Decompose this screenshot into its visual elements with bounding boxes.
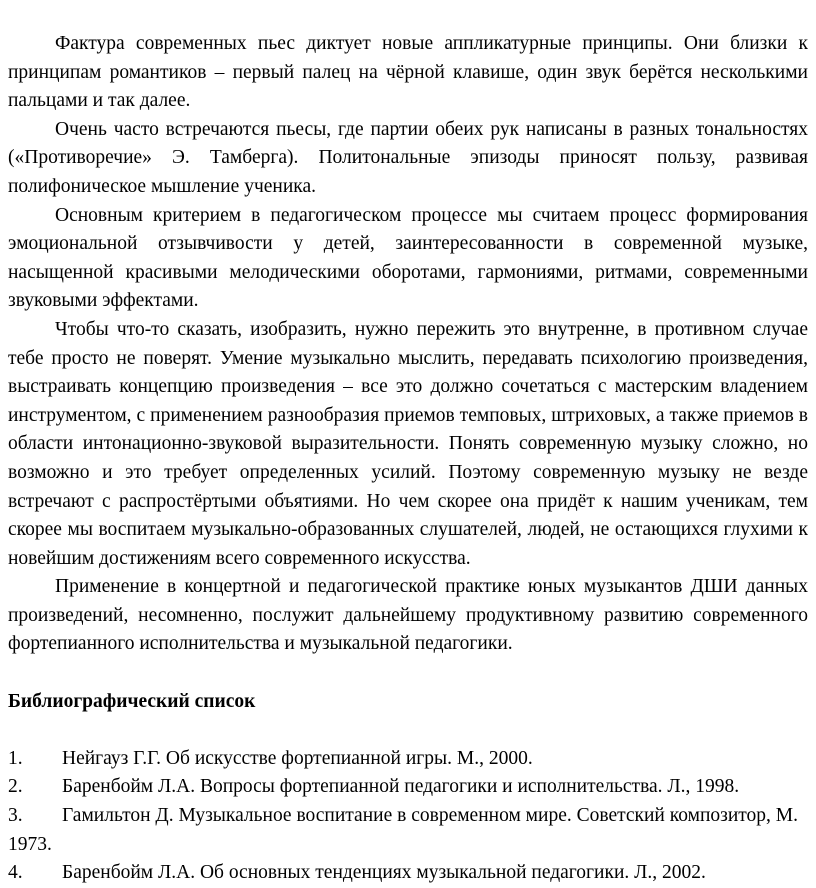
bibliography-entry-number: 4. [8,862,23,884]
section-spacer [8,659,808,688]
paragraph-2: Очень часто встречаются пьесы, где партии обеих рук написаны в разных тональностях («Противоречие» Э. Тамберга). Политональные эпизоды приносят пользу, развивая полифоническое мышление ученика. [8,118,808,197]
paragraph-5: Применение в концертной и педагогической практике юных музыкантов ДШИ данных произведений, несомненно, послужит дальнейшему продуктивному развитию современного фортепианного исполнительства и музыкальной педагогики. [8,576,808,655]
bibliography-entry-number: 1. [8,747,23,769]
bibliography-entry-text: Нейгауз Г.Г. Об искусстве фортепианной игры. М., 2000. [62,747,533,769]
bibliography-entry-text: Баренбойм Л.А. Вопросы фортепианной педагогики и исполнительства. Л., 1998. [62,776,740,798]
bibliography-entry-text: Баренбойм Л.А. Об основных тенденциях музыкальной педагогики. Л., 2002. [62,862,706,884]
bibliography-list [8,745,808,888]
bibliography-entry-text: Гамильтон Д. Музыкальное воспитание в современном мире. Советский композитор, М. 1973. [8,805,799,855]
bibliography-entry-number: 2. [8,776,23,798]
document-body [8,30,808,888]
bibliography-entry [8,773,808,802]
paragraph-4: Чтобы что-то сказать, изобразить, нужно пережить это внутренне, в противном случае тебе просто не поверят. Умение музыкально мыслить, передавать психологию произведения, выстраивать концепцию произведения – все это должно сочетаться с мастерским владением инструментом, с применением разнообразия приемов темповых, штриховых, а также приемов в области интонационно-звуковой выразительности. Понять современную музыку сложно, но возможно и это требует определенных усилий. Поэтому современную музыку не везде встречают с распростёртыми объятиями. Но чем скорее она придёт к нашим ученикам, тем скорее мы воспитаем музыкально-образованных слушателей, людей, не остающихся глухими к новейшим достижениям всего современного искусства. [8,318,808,569]
bibliography-entry [8,859,808,888]
bibliography-entry [8,802,808,859]
bibliography-spacer [8,716,808,745]
bibliography-entry-number: 3. [8,805,23,827]
paragraph-3: Основным критерием в педагогическом процессе мы считаем процесс формирования эмоциональной отзывчивости у детей, заинтересованности в современной музыке, насыщенной красивыми мелодическими оборотами, гармониями, ритмами, современными звуковыми эффектами. [8,204,808,312]
bibliography-heading: Библиографический список [8,690,256,712]
bibliography-entry [8,745,808,774]
paragraph-1: Фактура современных пьес диктует новые аппликатурные принципы. Они близки к принципам романтиков – первый палец на чёрной клавише, один звук берётся несколькими пальцами и так далее. [8,33,808,112]
